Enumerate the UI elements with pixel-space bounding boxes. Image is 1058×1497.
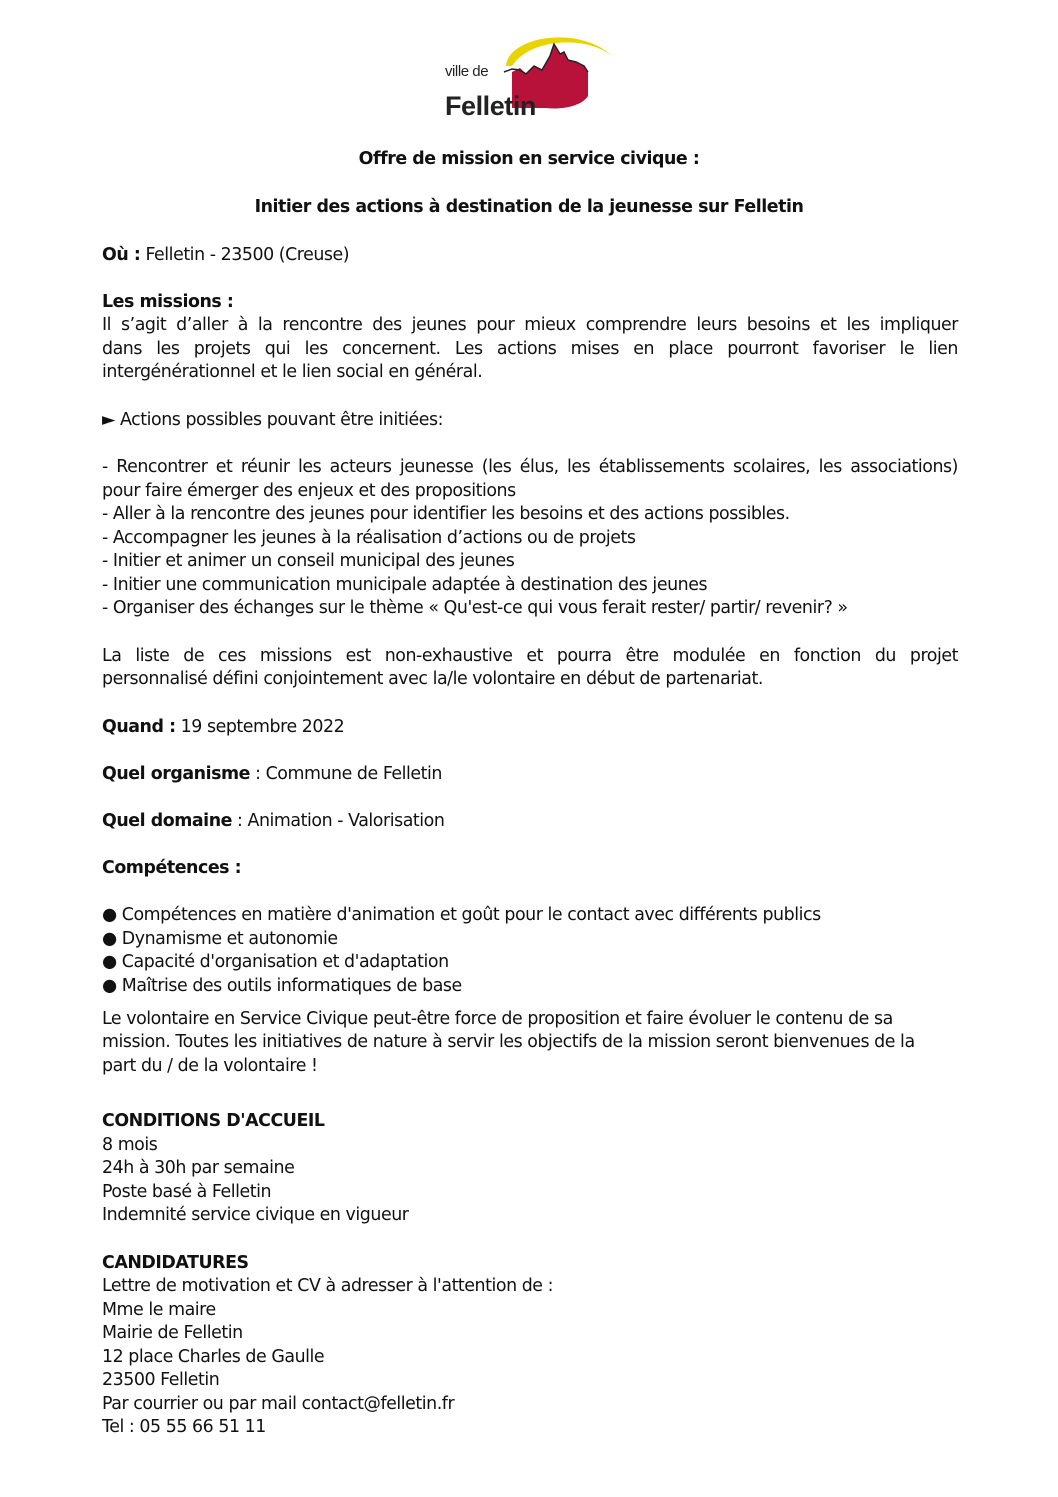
competence-item: ● Compétences en matière d'animation et goût pour le contact avec différents publics xyxy=(102,905,821,925)
domaine-label: Quel domaine xyxy=(102,811,232,831)
competence-item: ● Dynamisme et autonomie xyxy=(102,929,338,949)
domaine-line xyxy=(102,810,958,834)
conditions-line: 24h à 30h par semaine xyxy=(102,1158,295,1178)
competences-heading: Compétences : xyxy=(102,858,242,878)
where-line xyxy=(102,244,958,268)
domaine-value: : Animation - Valorisation xyxy=(231,811,445,831)
volontaire-line: part du / de la volontaire ! xyxy=(102,1056,318,1076)
missions-line: dans les projets qui les concernent. Les actions mises en place pourront favoriser le lien xyxy=(102,339,958,359)
organisme-value: : Commune de Felletin xyxy=(250,764,443,784)
when-line xyxy=(102,716,958,740)
organisme-label: Quel organisme xyxy=(102,764,250,784)
candidatures-line: Mairie de Felletin xyxy=(102,1323,243,1343)
action-item: - Rencontrer et réunir les acteurs jeunesse (les élus, les établissements scolaires, les associations) xyxy=(102,457,958,477)
when-label: Quand : xyxy=(102,717,176,737)
where-value: Felletin - 23500 (Creuse) xyxy=(140,245,350,265)
contact-phone-line[interactable]: Tel : 05 55 66 51 11 xyxy=(102,1417,266,1437)
competence-item: ● Maîtrise des outils informatiques de base xyxy=(102,976,462,996)
list-note-line: personnalisé défini conjointement avec la/le volontaire en début de partenariat. xyxy=(102,669,763,689)
volontaire-line: Le volontaire en Service Civique peut-être force de proposition et faire évoluer le contenu de sa xyxy=(102,1009,893,1029)
felletin-logo xyxy=(442,26,614,122)
document-subtitle: Initier des actions à destination de la jeunesse sur Felletin xyxy=(254,197,804,217)
action-item: - Organiser des échanges sur le thème « Qu'est-ce qui vous ferait rester/ partir/ revenir? » xyxy=(102,598,848,618)
candidatures-line: 12 place Charles de Gaulle xyxy=(102,1347,325,1367)
action-item: - Initier et animer un conseil municipal des jeunes xyxy=(102,551,515,571)
when-value: 19 septembre 2022 xyxy=(175,717,345,737)
candidatures-line: 23500 Felletin xyxy=(102,1370,220,1390)
conditions-line: Indemnité service civique en vigueur xyxy=(102,1205,409,1225)
candidatures-line: Lettre de motivation et CV à adresser à l'attention de : xyxy=(102,1276,554,1296)
actions-intro: ► Actions possibles pouvant être initiées: xyxy=(102,410,444,430)
document-title: Offre de mission en service civique : xyxy=(358,149,700,169)
contact-email-line[interactable]: Par courrier ou par mail contact@felletin.fr xyxy=(102,1394,455,1414)
candidatures-line: Mme le maire xyxy=(102,1300,216,1320)
conditions-line: 8 mois xyxy=(102,1135,158,1155)
conditions-line: Poste basé à Felletin xyxy=(102,1182,272,1202)
action-item: - Aller à la rencontre des jeunes pour identifier les besoins et des actions possibles. xyxy=(102,504,790,524)
organisme-line xyxy=(102,763,958,787)
missions-line: intergénérationnel et le lien social en général. xyxy=(102,362,483,382)
volontaire-line: mission. Toutes les initiatives de nature à servir les objectifs de la mission seront bienvenues de la xyxy=(102,1032,915,1052)
action-item: pour faire émerger des enjeux et des propositions xyxy=(102,481,516,501)
missions-line: Il s’agit d’aller à la rencontre des jeunes pour mieux comprendre leurs besoins et les impliquer xyxy=(102,315,958,335)
logo-line2: Felletin xyxy=(445,91,536,121)
conditions-heading: CONDITIONS D'ACCUEIL xyxy=(102,1111,325,1131)
action-item: - Accompagner les jeunes à la réalisation d’actions ou de projets xyxy=(102,528,636,548)
missions-heading: Les missions : xyxy=(102,292,234,312)
candidatures-heading: CANDIDATURES xyxy=(102,1253,249,1273)
logo-line1: ville de xyxy=(445,63,489,80)
competence-item: ● Capacité d'organisation et d'adaptation xyxy=(102,952,449,972)
action-item: - Initier une communication municipale adaptée à destination des jeunes xyxy=(102,575,708,595)
list-note-line: La liste de ces missions est non-exhaustive et pourra être modulée en fonction du projet xyxy=(102,646,958,666)
where-label: Où : xyxy=(102,245,141,265)
